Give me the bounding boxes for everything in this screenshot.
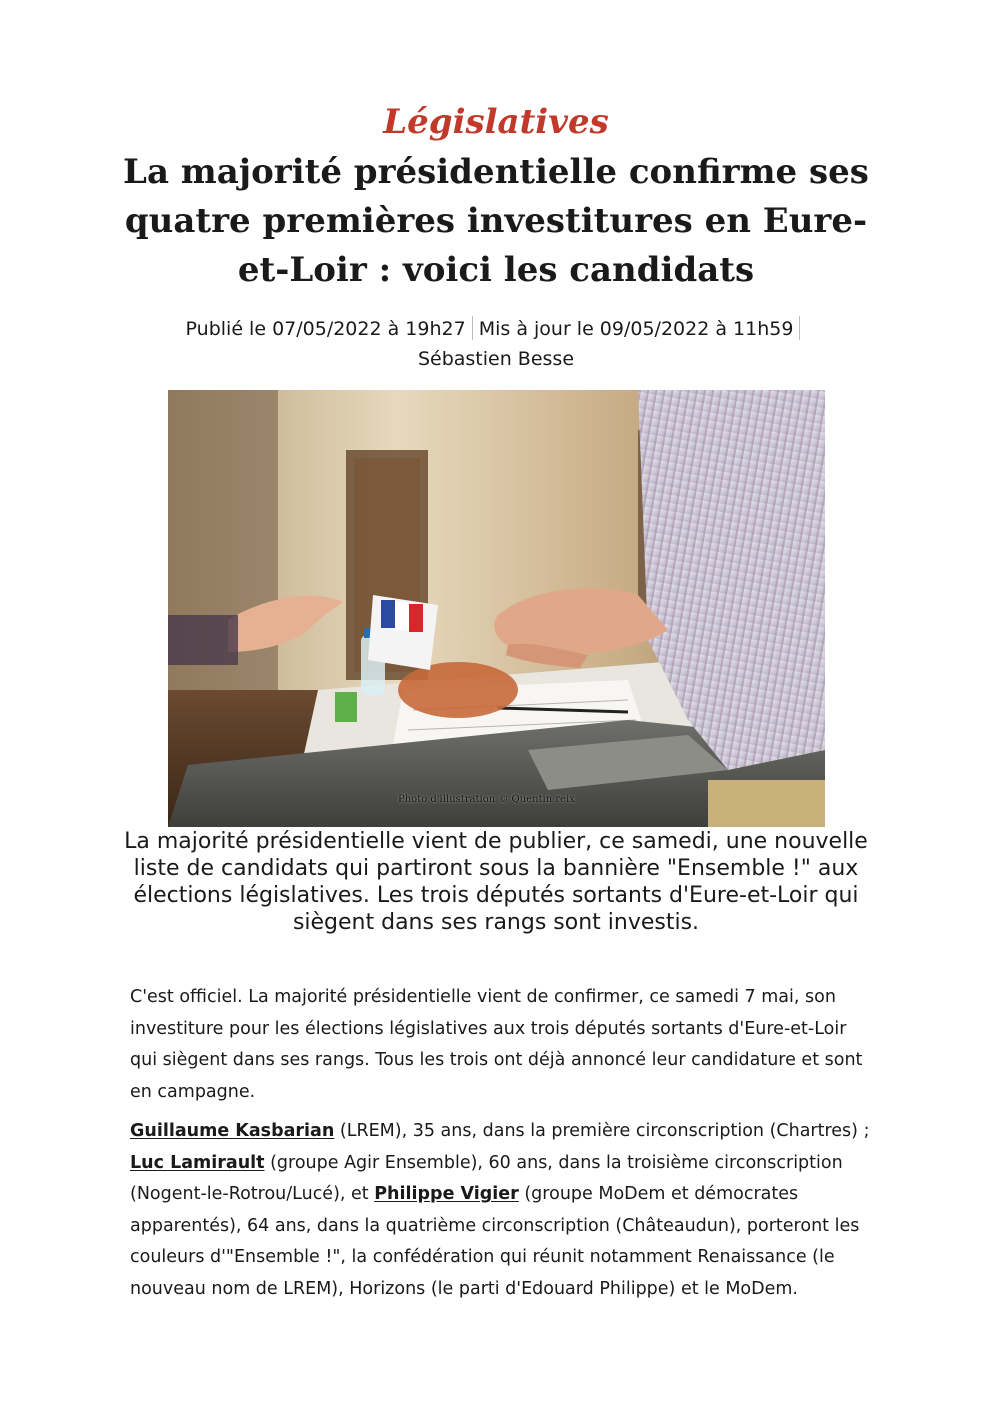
body-paragraph: C'est officiel. La majorité présidentielle vient de confirmer, ce samedi 7 mai, son investiture pour les élections législatives aux trois députés sortants d'Eure-et-Loir qui siègent dans ses rangs. Tous les trois ont déjà annoncé leur candidature et sont en campagne. bbox=[130, 987, 863, 1102]
photo-credit: Photo d'illustration © Quentin reix bbox=[398, 794, 575, 805]
paragraph-text: (LREM), 35 ans, dans la première circonscription (Chartres) ; bbox=[334, 1121, 870, 1141]
article-kicker: Législatives bbox=[383, 102, 609, 142]
link-guillaume-kasbarian[interactable]: Guillaume Kasbarian bbox=[130, 1121, 335, 1141]
article-photo bbox=[168, 390, 825, 827]
meta-divider bbox=[799, 316, 800, 340]
article-meta bbox=[140, 314, 852, 374]
article-title: La majorité présidentielle confirme ses quatre premières investitures en Eure-et-Loir : voici les candidats bbox=[123, 152, 869, 290]
author-name: Sébastien Besse bbox=[417, 348, 575, 370]
updated-date: Mis à jour le 09/05/2022 à 11h59 bbox=[478, 318, 794, 340]
link-luc-lamirault[interactable]: Luc Lamirault bbox=[130, 1152, 265, 1173]
body-paragraph bbox=[130, 1116, 870, 1305]
article-lede: La majorité présidentielle vient de publier, ce samedi, une nouvelle liste de candidats qui partiront sous la bannière "Ensemble !" aux élections législatives. Les trois députés sortants d'Eure-et-Loir qui siègent dans ses rangs sont investis. bbox=[124, 829, 868, 935]
meta-divider bbox=[472, 316, 473, 340]
paragraph-text: (groupe MoDem et démocrates apparentés), 64 ans, dans la quatrième circonscription (Châteaudun), porteront les couleurs d'"Ensemble !", la confédération qui réunit notamment Renaissance (le nouveau nom de LREM), Horizons (le parti d'Edouard Philippe) et le MoDem. bbox=[130, 1184, 860, 1299]
published-date: Publié le 07/05/2022 à 19h27 bbox=[185, 318, 466, 340]
link-philippe-vigier[interactable]: Philippe Vigier bbox=[374, 1184, 519, 1204]
photo-illustration bbox=[168, 390, 825, 827]
paragraph-text: (groupe Agir Ensemble), 60 ans, dans la troisième circonscription (Nogent-le-Rotrou/Lucé), et bbox=[130, 1152, 843, 1204]
